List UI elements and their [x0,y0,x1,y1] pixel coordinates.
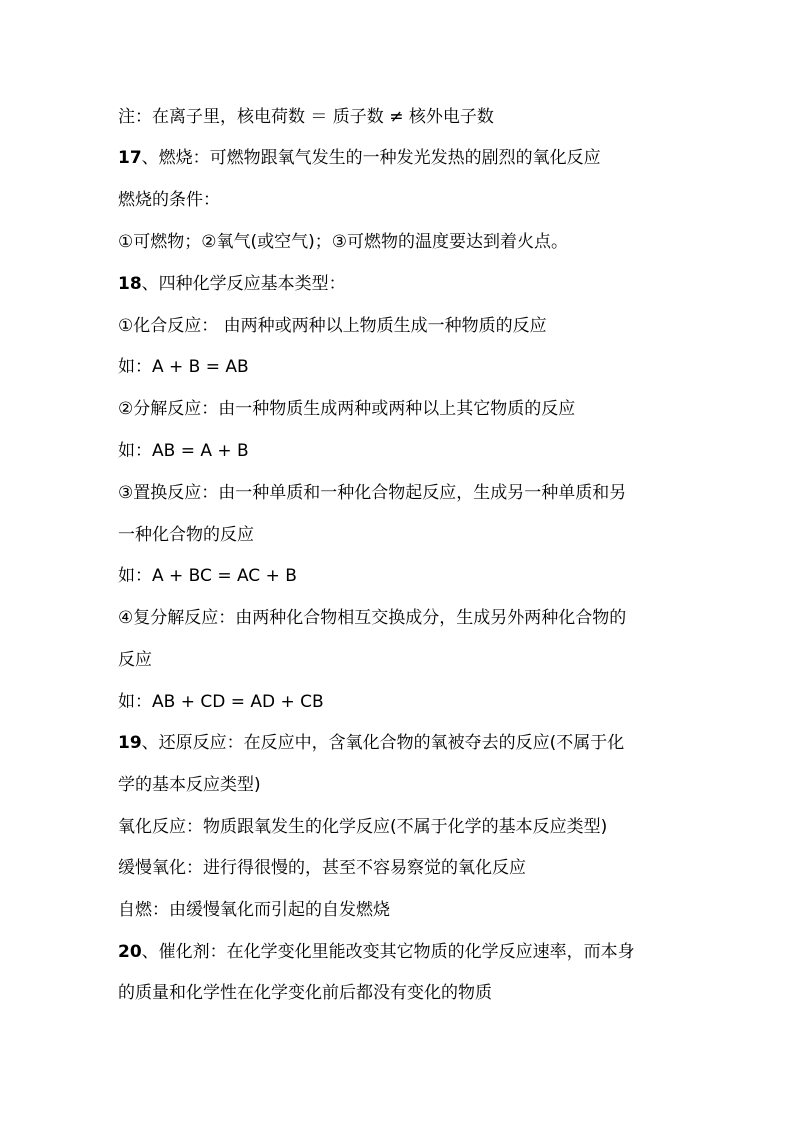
section-number: 20 [118,942,142,962]
line-text: ①化合反应： 由两种或两种以上物质生成一种物质的反应 [118,316,547,336]
text-line-oxidation [118,812,684,842]
line-text: 如：AB = A + B [118,441,249,461]
section-number: 18 [118,274,142,294]
line-text: 一种化合物的反应 [118,525,254,545]
text-line-double-decomposition-continued [118,645,684,675]
text-line-replacement-reaction [118,478,684,508]
line-text: 氧化反应：物质跟氧发生的化学反应(不属于化学的基本反应类型) [118,817,608,837]
line-text: ④复分解反应：由两种化合物相互交换成分，生成另外两种化合物的 [118,608,627,628]
line-text: 如：A + B = AB [118,357,249,377]
line-text: 、催化剂：在化学变化里能改变其它物质的化学反应速率，而本身 [141,942,635,962]
text-line-combustion-conditions [118,185,684,215]
text-line-decomposition-example [118,436,684,466]
text-line-double-decomposition-example [118,687,684,717]
text-line-19-reduction [118,728,684,758]
section-number: 19 [118,733,142,753]
line-text: 、燃烧：可燃物跟氧气发生的一种发光发热的剧烈的氧化反应 [141,148,601,168]
text-line-slow-oxidation [118,853,684,883]
text-line-combination-reaction [118,311,684,341]
line-text: ①可燃物；②氧气(或空气)；③可燃物的温度要达到着火点。 [118,232,568,252]
line-text: 学的基本反应类型) [118,775,261,795]
section-number: 17 [118,148,142,168]
text-line-17-combustion [118,143,684,173]
text-line-replacement-example [118,561,684,591]
line-text: 如：A + BC = AC + B [118,566,297,586]
line-text: 燃烧的条件： [118,190,220,210]
text-line-double-decomposition [118,603,684,633]
text-line-reduction-continued [118,770,684,800]
text-line-18-reaction-types [118,269,684,299]
text-line-ion-note [118,102,684,132]
text-line-catalyst-continued [118,978,684,1008]
text-line-combination-example [118,352,684,382]
line-text: 、四种化学反应基本类型： [141,274,346,294]
line-text: ②分解反应：由一种物质生成两种或两种以上其它物质的反应 [118,399,576,419]
line-text: 如：AB + CD = AD + CB [118,692,324,712]
text-line-decomposition-reaction [118,394,684,424]
line-text: 注：在离子里，核电荷数 ＝ 质子数 ≠ 核外电子数 [118,107,494,127]
text-line-replacement-continued [118,520,684,550]
line-text: 自燃：由缓慢氧化而引起的自发燃烧 [118,900,390,920]
text-line-spontaneous-combustion [118,895,684,925]
line-text: 的质量和化学性在化学变化前后都没有变化的物质 [118,983,492,1003]
line-text: 缓慢氧化：进行得很慢的，甚至不容易察觉的氧化反应 [118,858,526,878]
text-line-conditions-list [118,227,684,257]
line-text: ③置换反应：由一种单质和一种化合物起反应，生成另一种单质和另 [118,483,627,503]
text-line-20-catalyst [118,937,684,967]
line-text: 反应 [118,650,152,670]
line-text: 、还原反应：在反应中，含氧化合物的氧被夺去的反应(不属于化 [141,733,625,753]
